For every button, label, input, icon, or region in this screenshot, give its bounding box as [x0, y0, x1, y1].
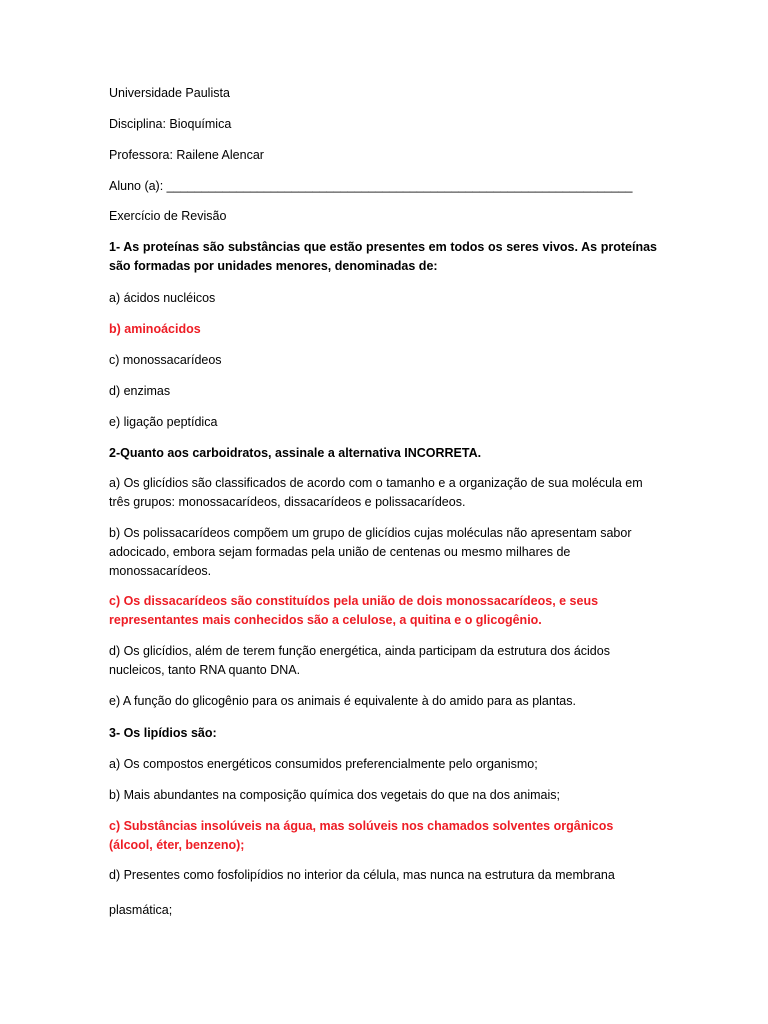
question-1-option-d: d) enzimas	[109, 384, 171, 398]
professor-line: Professora: Railene Alencar	[109, 148, 264, 162]
question-2-option-a: a) Os glicídios são classificados de acordo com o tamanho e a organização de sua molécula em três grupos: monossacarídeos, dissacarídeos e polissacarídeos.	[109, 476, 643, 509]
question-3-prompt: 3- Os lipídios são:	[109, 726, 217, 740]
question-1-option-b-answer: b) aminoácidos	[109, 322, 201, 336]
question-3-option-b: b) Mais abundantes na composição química dos vegetais do que na dos animais;	[109, 788, 560, 802]
question-1-option-c: c) monossacarídeos	[109, 353, 222, 367]
exercise-title: Exercício de Revisão	[109, 209, 227, 223]
question-2-prompt: 2-Quanto aos carboidratos, assinale a alternativa INCORRETA.	[109, 446, 482, 460]
question-3-option-a: a) Os compostos energéticos consumidos preferencialmente pelo organismo;	[109, 757, 538, 771]
discipline-line: Disciplina: Bioquímica	[109, 117, 232, 131]
question-1-prompt: 1- As proteínas são substâncias que estão presentes em todos os seres vivos. As proteínas são formadas por unidades menores, denominadas de:	[109, 240, 657, 273]
question-2-option-c-answer: c) Os dissacarídeos são constituídos pela união de dois monossacarídeos, e seus representantes mais conhecidos são a celulose, a quitina e o glicogênio.	[109, 594, 599, 627]
question-2-option-b: b) Os polissacarídeos compõem um grupo de glicídios cujas moléculas não apresentam sabor adocicado, embora sejam formadas pela união de centenas ou mesmo milhares de monossacarídeos.	[109, 526, 632, 578]
question-2-option-d: d) Os glicídios, além de terem função energética, ainda participam da estrutura dos ácidos nucleicos, tanto RNA quanto DNA.	[109, 644, 610, 677]
question-2-option-e: e) A função do glicogênio para os animais é equivalente à do amido para as plantas.	[109, 694, 576, 708]
question-3-option-d: d) Presentes como fosfolipídios no interior da célula, mas nunca na estrutura da membrana	[109, 868, 615, 882]
question-3-option-d-continuation: plasmática;	[109, 903, 173, 917]
question-1-option-a: a) ácidos nucléicos	[109, 291, 216, 305]
question-3-option-c-answer: c) Substâncias insolúveis na água, mas solúveis nos chamados solventes orgânicos (álcool, éter, benzeno);	[109, 819, 614, 852]
university-name: Universidade Paulista	[109, 86, 230, 100]
student-name-line: Aluno (a): ___________________________________________________________________	[109, 179, 633, 193]
question-1-option-e: e) ligação peptídica	[109, 415, 218, 429]
document-page	[109, 0, 657, 1024]
